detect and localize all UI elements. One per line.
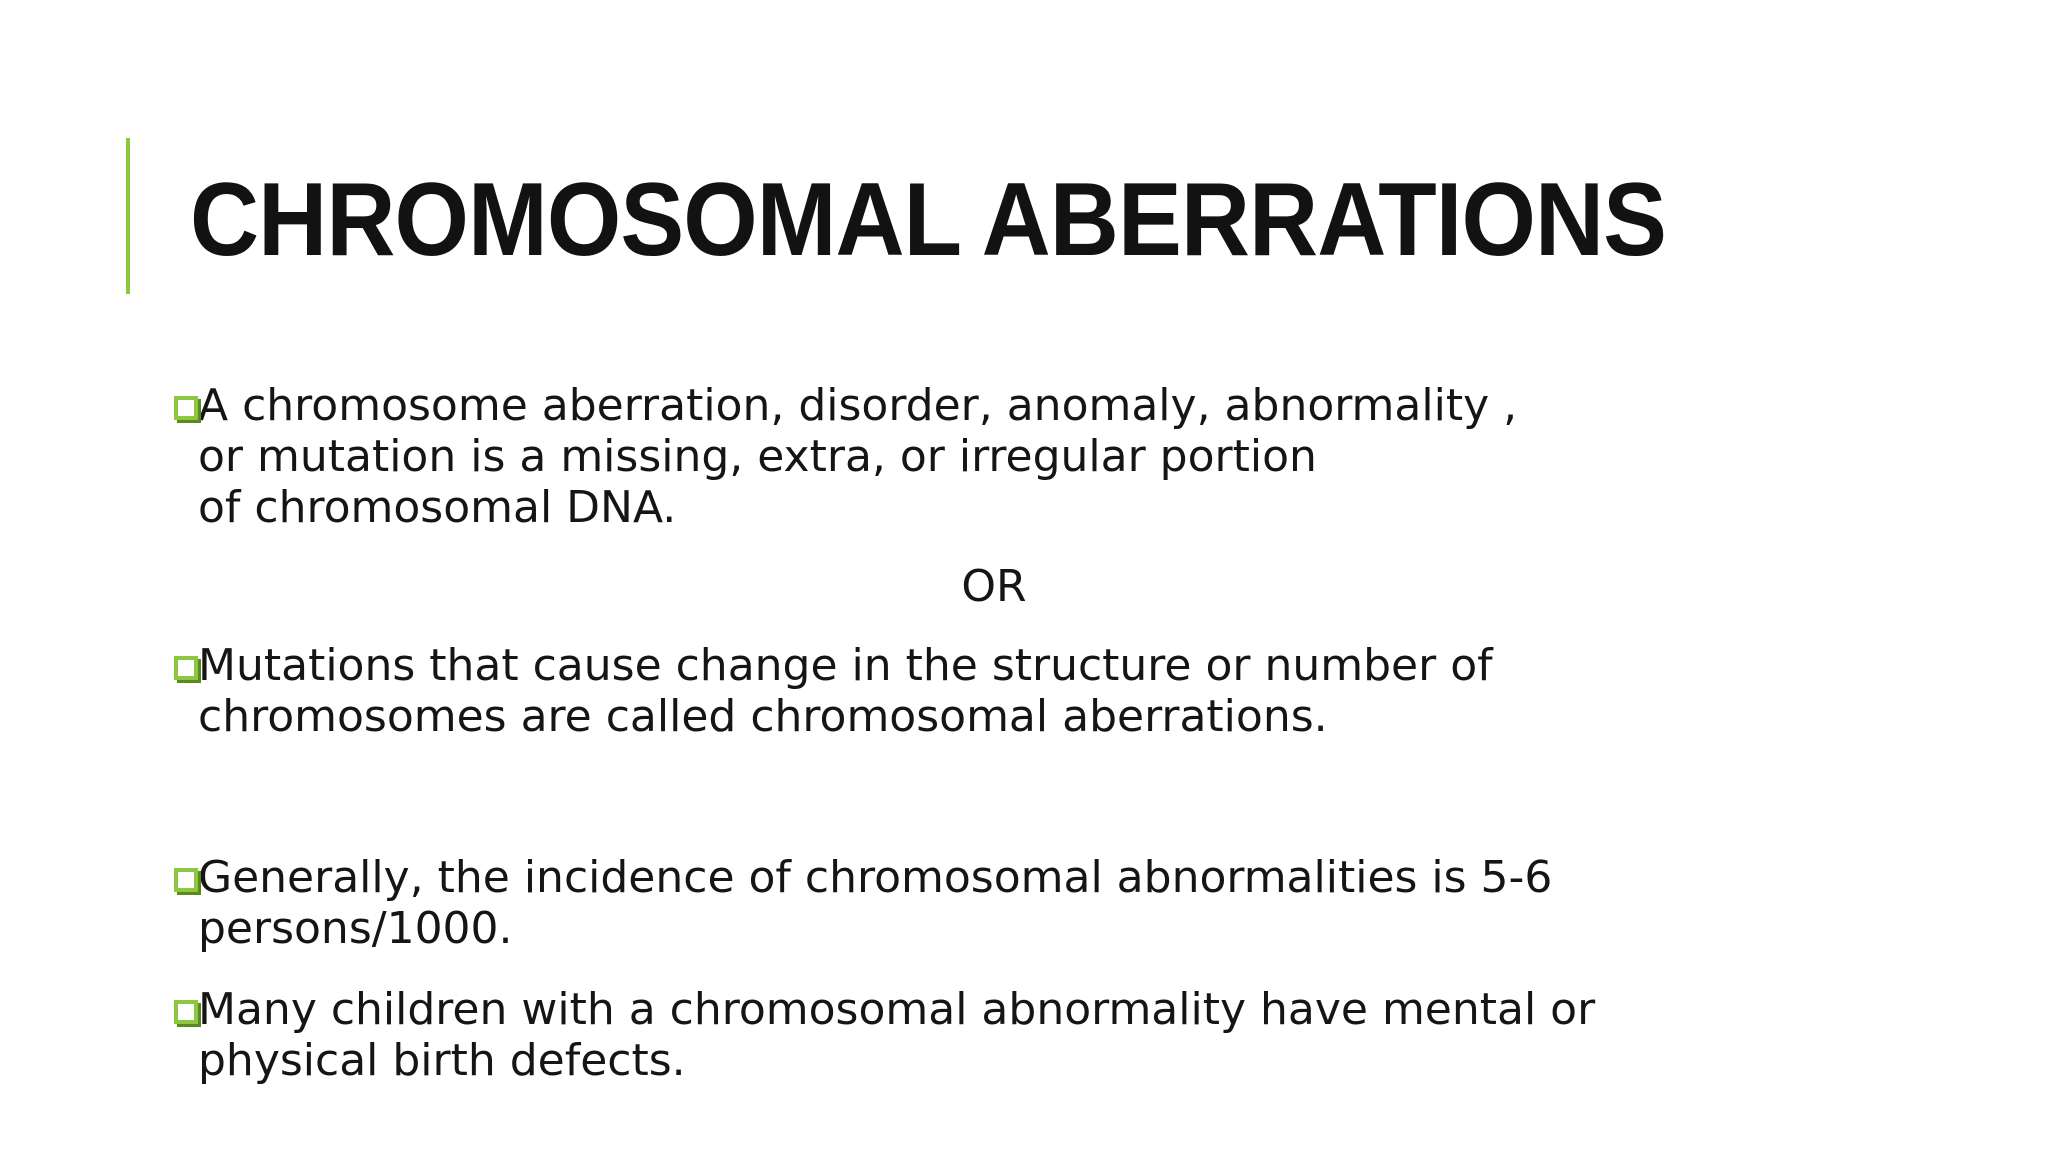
bullet-item	[184, 852, 1744, 954]
checkbox-square-icon	[174, 656, 198, 680]
bullet-line: Mutations that cause change in the structure or number of	[198, 640, 1493, 691]
bullet-line: Generally, the incidence of chromosomal abnormalities is 5-6	[198, 852, 1553, 903]
slide-content	[184, 380, 1744, 1086]
or-separator: OR	[961, 561, 1027, 612]
checkbox-square-icon	[174, 868, 198, 892]
checkbox-square-icon	[174, 396, 198, 420]
bullet-line: of chromosomal DNA.	[198, 482, 677, 533]
title-accent-bar	[126, 138, 130, 294]
checkbox-square-icon	[174, 1000, 198, 1024]
bullet-item	[184, 380, 1744, 533]
bullet-line: A chromosome aberration, disorder, anomaly, abnormality ,	[198, 380, 1518, 431]
bullet-line: persons/1000.	[198, 903, 513, 954]
bullet-item	[184, 984, 1744, 1086]
slide-title: CHROMOSOMAL ABERRATIONS	[190, 162, 1667, 278]
bullet-line: chromosomes are called chromosomal aberrations.	[198, 691, 1328, 742]
bullet-line: physical birth defects.	[198, 1035, 686, 1086]
bullet-item	[184, 640, 1744, 742]
bullet-line: Many children with a chromosomal abnormality have mental or	[198, 984, 1596, 1035]
bullet-line: or mutation is a missing, extra, or irregular portion	[198, 431, 1317, 482]
